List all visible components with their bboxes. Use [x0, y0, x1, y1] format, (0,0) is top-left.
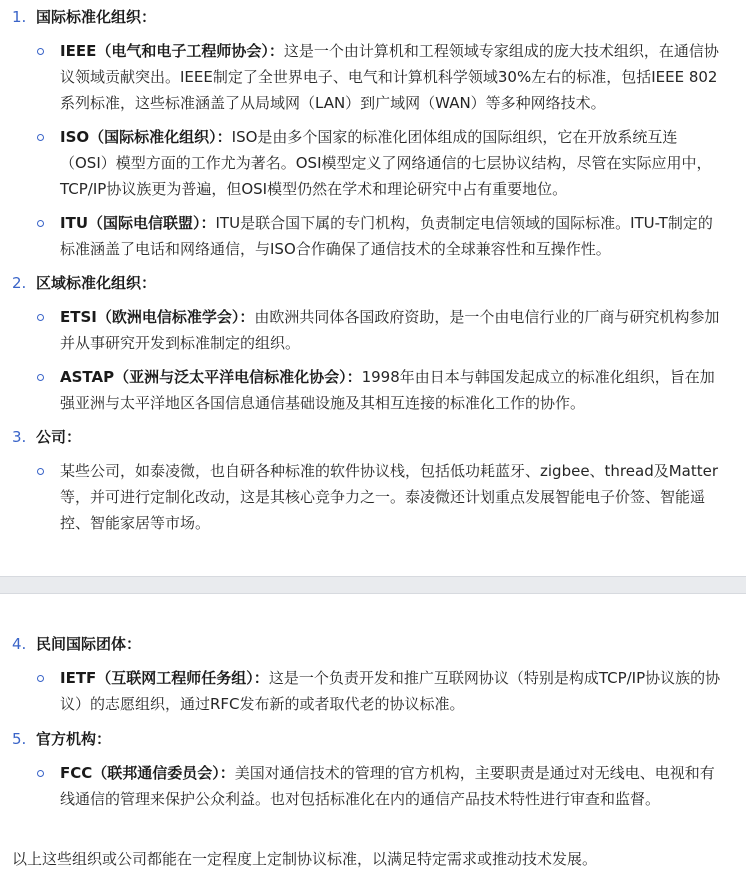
section-regional-standards: [0, 270, 746, 416]
item-term: IETF（互联网工程师任务组）：: [60, 669, 269, 687]
list-number: 5.: [12, 730, 27, 748]
bullet-icon: [37, 220, 44, 227]
item-text: ISO是由多个国家的标准化团体组成的国际组织，它在开放系统互连（OSI）模型方面的工作尤为著名。OSI模型定义了网络通信的七层协议结构，尽管在实际应用中，TCP/IP协议族更为普遍，但OSI模型仍然在学术和理论研究中占有重要地位。: [60, 128, 712, 198]
list-number: 3.: [12, 428, 27, 446]
item-text: 这是一个负责开发和推广互联网协议（特别是构成TCP/IP协议族的协议）的志愿组织，通过RFC发布新的或者取代老的协议标准。: [60, 669, 721, 713]
conclusion-paragraph: 以上这些组织或公司都能在一定程度上定制协议标准，以满足特定需求或推动技术发展。: [12, 850, 598, 868]
item-text: 美国对通信技术的管理的官方机构，主要职责是通过对无线电、电视和有线通信的管理来保护公众利益。也对包括标准化在内的通信产品技术特性进行审查和监督。: [60, 764, 715, 808]
list-item-astap: [0, 364, 746, 416]
item-text: 某些公司，如泰凌微，也自研各种标准的软件协议栈，包括低功耗蓝牙、zigbee、thread及Matter等，并可进行定制化改动，这是其核心竞争力之一。泰凌微还计划重点发展智能电子价签、智能遥控、智能家居等市场。: [60, 462, 719, 532]
item-text: 由欧洲共同体各国政府资助，是一个由电信行业的厂商与研究机构参加并从事研究开发到标准制定的组织。: [60, 308, 720, 352]
item-text: 这是一个由计算机和工程领域专家组成的庞大技术组织，在通信协议领域贡献突出。IEEE制定了全世界电子、电气和计算机科学领域30%左右的标准，包括IEEE 802系列标准，这些标准涵盖了从局域网（LAN）到广域网（WAN）等多种网络技术。: [60, 42, 719, 112]
section-heading: [0, 270, 746, 296]
bullet-icon: [37, 468, 44, 475]
list-item-telink: [0, 458, 746, 536]
section-heading: [0, 424, 746, 450]
section-civil-international-groups: [0, 631, 746, 717]
item-term: ASTAP（亚洲与泛太平洋电信标准化协会）：: [60, 368, 362, 386]
bullet-icon: [37, 134, 44, 141]
item-term: FCC（联邦通信委员会）：: [60, 764, 235, 782]
bullet-icon: [37, 374, 44, 381]
list-number: 2.: [12, 274, 27, 292]
bullet-icon: [37, 314, 44, 321]
section-international-standards: [0, 4, 746, 262]
section-heading: [0, 631, 746, 657]
item-term: ITU（国际电信联盟）：: [60, 214, 216, 232]
bullet-icon: [37, 770, 44, 777]
section-title: 公司：: [36, 428, 82, 446]
list-item-ieee: [0, 38, 746, 116]
list-item-etsi: [0, 304, 746, 356]
list-item-fcc: [0, 760, 746, 812]
section-title: 区域标准化组织：: [36, 274, 157, 292]
list-item-itu: [0, 210, 746, 262]
item-term: ISO（国际标准化组织）：: [60, 128, 232, 146]
panel-divider: [0, 576, 746, 594]
list-item-iso: [0, 124, 746, 202]
list-item-ietf: [0, 665, 746, 717]
section-companies: [0, 424, 746, 536]
item-term: IEEE（电气和电子工程师协会）：: [60, 42, 284, 60]
list-number: 1.: [12, 8, 27, 26]
section-heading: [0, 4, 746, 30]
section-heading: [0, 726, 746, 752]
section-official-agencies: [0, 726, 746, 812]
section-title: 官方机构：: [36, 730, 112, 748]
item-text: ITU是联合国下属的专门机构，负责制定电信领域的国际标准。ITU-T制定的标准涵盖了电话和网络通信，与ISO合作确保了通信技术的全球兼容性和互操作性。: [60, 214, 713, 258]
item-text: 1998年由日本与韩国发起成立的标准化组织，旨在加强亚洲与太平洋地区各国信息通信基础设施及其相互连接的标准化工作的协作。: [60, 368, 715, 412]
section-title: 国际标准化组织：: [36, 8, 157, 26]
item-term: ETSI（欧洲电信标准学会）：: [60, 308, 255, 326]
list-number: 4.: [12, 635, 27, 653]
section-title: 民间国际团体：: [36, 635, 142, 653]
bullet-icon: [37, 48, 44, 55]
bullet-icon: [37, 675, 44, 682]
